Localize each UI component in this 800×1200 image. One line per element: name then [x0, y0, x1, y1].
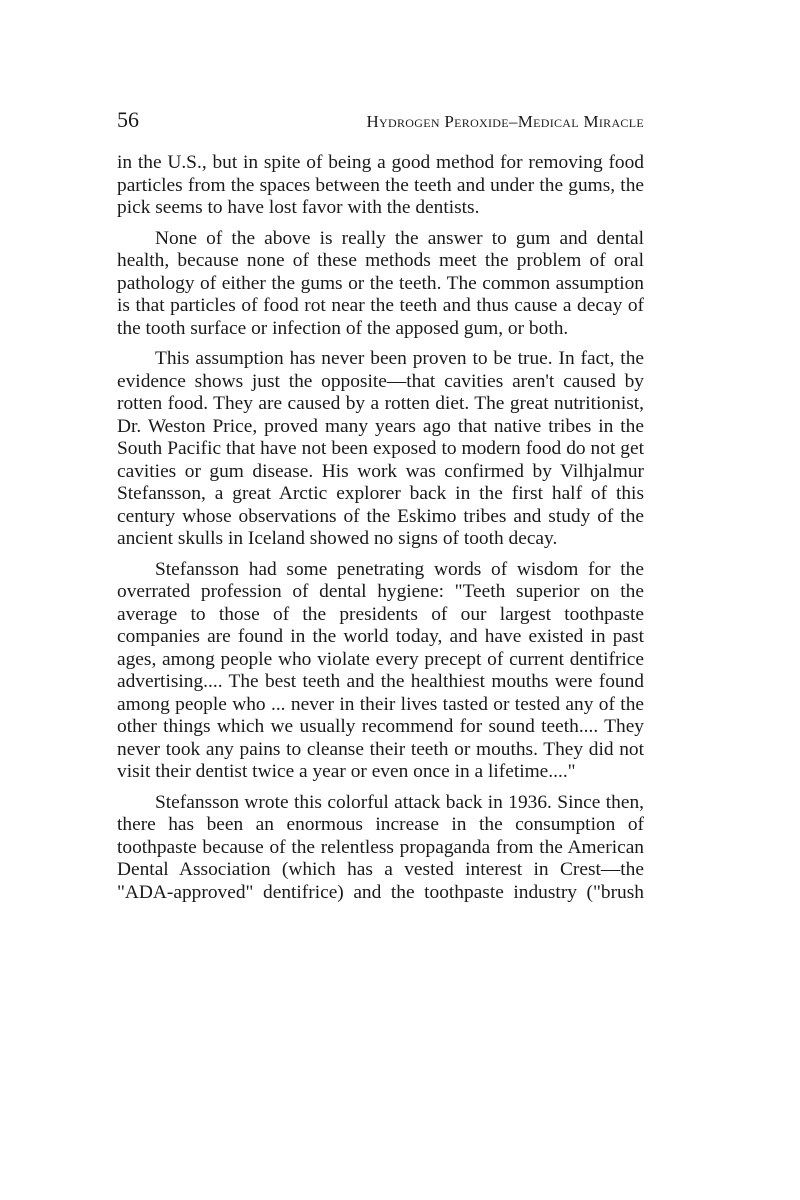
body-text: [117, 152, 644, 904]
running-head: [117, 100, 644, 140]
paragraph-stefansson-quote: Stefansson had some penetrating words of wisdom for the overrated profession of dental hygiene: "Teeth superior on the average to those of the presidents of our largest toothpaste companies are found in the world today, and have existed in past ages, among people who violate every precept of current dentifrice advertising.... The best teeth and the healthiest mouths were found among people who ... never in their lives tasted or tested any of the other things which we usually recommend for sound teeth.... They never took any pains to cleanse their teeth or mouths. They did not visit their dentist twice a year or even once in a lifetime....": [117, 558, 644, 782]
paragraph-assumption: This assumption has never been proven to be true. In fact, the evidence shows just the opposite—that cavities aren't caused by rotten food. They are caused by a rotten diet. The great nutritionist, Dr. Weston Price, proved many years ago that native tribes in the South Pacific that have not been exposed to modern food do not get cavities or gum disease. His work was confirmed by Vilhjalmur Stefansson, a great Arctic explorer back in the first half of this century whose observations of the Eskimo tribes and study of the ancient skulls in Iceland showed no signs of tooth decay.: [117, 348, 644, 549]
book-page: [117, 100, 644, 912]
page-number: 56: [117, 107, 139, 132]
running-title: Hydrogen Peroxide–Medical Miracle: [366, 112, 644, 131]
paragraph-toothpaste-consumption: Stefansson wrote this colorful attack back in 1936. Since then, there has been an enormous increase in the consumption of toothpaste because of the relentless propaganda from the American Dental Association (which has a vested interest in Crest—the "ADA-approved" dentifrice) and the toothpaste industry ("brush: [117, 791, 644, 903]
paragraph-gum-health: None of the above is really the answer to gum and dental health, because none of these methods meet the problem of oral pathology of either the gums or the teeth. The common assumption is that particles of food rot near the teeth and thus cause a decay of the tooth surface or infection of the apposed gum, or both.: [117, 227, 644, 339]
paragraph-continued: in the U.S., but in spite of being a good method for removing food particles from the spaces between the teeth and under the gums, the pick seems to have lost favor with the dentists.: [117, 152, 644, 218]
